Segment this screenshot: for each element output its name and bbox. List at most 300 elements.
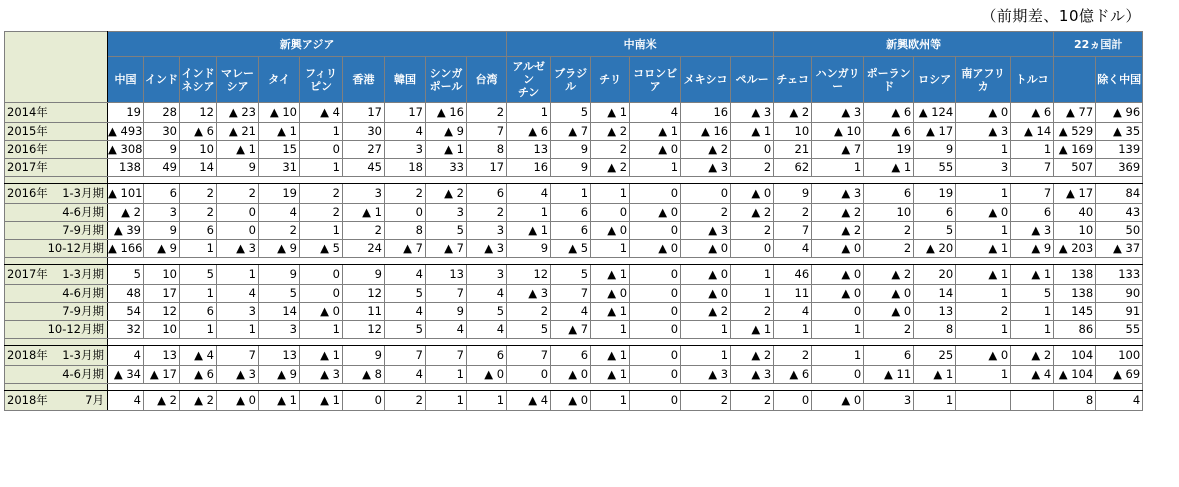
column-header: アルゼン チン <box>507 57 551 103</box>
table-cell: 2 <box>956 303 1011 321</box>
table-cell: 0 <box>591 204 630 222</box>
table-row <box>5 123 1143 141</box>
table-cell: 12 <box>507 265 551 285</box>
table-cell: ▲ 7 <box>551 321 591 339</box>
table-cell: ▲ 1 <box>914 366 956 384</box>
table-cell: 8 <box>467 141 507 159</box>
table-cell: 0 <box>731 141 774 159</box>
table-cell: ▲ 39 <box>108 222 144 240</box>
capital-flow-table <box>4 31 1143 411</box>
table-cell: ▲ 3 <box>217 240 259 258</box>
column-header: ポーランド <box>864 57 914 103</box>
table-cell: 13 <box>259 346 300 366</box>
table-cell: 84 <box>1096 184 1143 204</box>
table-cell: 5 <box>551 265 591 285</box>
table-cell: 1 <box>300 222 343 240</box>
table-cell: ▲ 1 <box>259 123 300 141</box>
table-cell: 4 <box>108 391 144 411</box>
table-cell: 3 <box>467 265 507 285</box>
table-cell: ▲ 3 <box>681 159 731 177</box>
table-cell: ▲ 169 <box>1054 141 1096 159</box>
table-cell: 15 <box>259 141 300 159</box>
table-cell: 5 <box>467 303 507 321</box>
column-header: トルコ <box>1011 57 1054 103</box>
table-cell: ▲ 3 <box>956 123 1011 141</box>
table-cell: ▲ 2 <box>681 141 731 159</box>
table-cell: 2 <box>731 303 774 321</box>
table-cell: 4 <box>385 366 426 384</box>
table-cell: 5 <box>914 222 956 240</box>
column-header: 台湾 <box>467 57 507 103</box>
table-cell: 1 <box>812 321 864 339</box>
table-cell: 11 <box>343 303 385 321</box>
table-cell: 0 <box>681 184 731 204</box>
table-cell: ▲ 1 <box>731 123 774 141</box>
table-cell: 138 <box>1054 285 1096 303</box>
table-cell: ▲ 6 <box>1011 103 1054 123</box>
column-header: メキシコ <box>681 57 731 103</box>
table-cell: 10 <box>1054 222 1096 240</box>
row-year: 2016年 <box>7 186 48 200</box>
table-cell: 4 <box>108 346 144 366</box>
row-period: 4-6月期 <box>62 286 104 300</box>
table-cell: 6 <box>551 346 591 366</box>
table-cell: 1 <box>507 103 551 123</box>
table-cell: ▲ 7 <box>551 123 591 141</box>
row-year: 2016年 <box>7 142 48 156</box>
table-cell: 1 <box>467 391 507 411</box>
table-cell: ▲ 37 <box>1096 240 1143 258</box>
row-year: 2014年 <box>7 105 48 119</box>
table-cell: ▲ 10 <box>259 103 300 123</box>
table-cell: 0 <box>630 366 681 384</box>
table-cell: 104 <box>1054 346 1096 366</box>
table-cell: 2 <box>681 204 731 222</box>
table-cell: 2 <box>507 303 551 321</box>
table-cell: 9 <box>507 240 551 258</box>
table-cell: 90 <box>1096 285 1143 303</box>
table-cell: ▲ 1 <box>426 141 467 159</box>
table-cell: 19 <box>259 184 300 204</box>
table-cell: ▲ 1 <box>591 303 630 321</box>
table-cell: 3 <box>426 204 467 222</box>
table-cell: 21 <box>774 141 812 159</box>
unit-note-bar <box>0 0 1179 30</box>
table-cell: ▲ 0 <box>681 285 731 303</box>
table-cell: ▲ 0 <box>630 204 681 222</box>
table-cell: 2 <box>731 222 774 240</box>
table-cell: ▲ 3 <box>681 222 731 240</box>
table-cell: ▲ 9 <box>259 240 300 258</box>
table-cell: 5 <box>426 222 467 240</box>
table-cell: ▲ 1 <box>591 346 630 366</box>
table-cell: 19 <box>914 184 956 204</box>
table-cell: 2 <box>864 240 914 258</box>
table-cell: ▲ 7 <box>812 141 864 159</box>
table-cell: 3 <box>467 222 507 240</box>
table-cell: ▲ 17 <box>1054 184 1096 204</box>
table-cell: 10 <box>864 204 914 222</box>
column-header: 香港 <box>343 57 385 103</box>
table-cell: 6 <box>914 204 956 222</box>
table-cell: 17 <box>385 103 426 123</box>
table-cell: 6 <box>467 346 507 366</box>
table-cell: ▲ 1 <box>259 391 300 411</box>
table-cell: ▲ 1 <box>300 391 343 411</box>
table-cell: 27 <box>343 141 385 159</box>
table-cell: ▲ 0 <box>864 285 914 303</box>
table-cell: ▲ 3 <box>681 366 731 384</box>
row-label <box>5 265 108 285</box>
table-cell: 2 <box>681 391 731 411</box>
unit-note: （前期差、10億ドル） <box>981 7 1141 25</box>
table-cell: 2 <box>300 204 343 222</box>
table-cell: ▲ 0 <box>812 285 864 303</box>
table-cell: 5 <box>1011 285 1054 303</box>
section-divider <box>5 177 1143 184</box>
table-cell: 0 <box>630 265 681 285</box>
table-cell: ▲ 3 <box>300 366 343 384</box>
table-cell: ▲ 16 <box>681 123 731 141</box>
table-cell: 4 <box>467 321 507 339</box>
table-row <box>5 265 1143 285</box>
table-cell: ▲ 0 <box>812 391 864 411</box>
column-header: タイ <box>259 57 300 103</box>
section-divider <box>5 384 1143 391</box>
table-cell: ▲ 9 <box>144 240 180 258</box>
row-label <box>5 103 108 123</box>
table-cell: 55 <box>914 159 956 177</box>
table-cell: ▲ 9 <box>1011 240 1054 258</box>
table-row <box>5 391 1143 411</box>
table-cell: 1 <box>681 346 731 366</box>
table-cell: 11 <box>774 285 812 303</box>
table-cell: ▲ 96 <box>1096 103 1143 123</box>
column-header: チリ <box>591 57 630 103</box>
table-cell: 1 <box>591 391 630 411</box>
table-row <box>5 303 1143 321</box>
table-cell: 4 <box>507 184 551 204</box>
row-year: 2015年 <box>7 124 48 138</box>
table-cell: ▲ 1 <box>630 123 681 141</box>
table-cell: ▲ 0 <box>956 346 1011 366</box>
table-cell: 3 <box>259 321 300 339</box>
table-cell: 1 <box>591 240 630 258</box>
table-cell: 16 <box>681 103 731 123</box>
row-period: 1-3月期 <box>62 186 104 200</box>
table-cell: 0 <box>300 265 343 285</box>
table-cell: 5 <box>180 265 217 285</box>
table-cell: 0 <box>630 346 681 366</box>
table-cell: ▲ 308 <box>108 141 144 159</box>
column-header: マレー シア <box>217 57 259 103</box>
table-cell: ▲ 2 <box>774 103 812 123</box>
table-cell: 19 <box>108 103 144 123</box>
table-cell: 138 <box>1054 265 1096 285</box>
table-cell: 4 <box>385 265 426 285</box>
table-cell: 91 <box>1096 303 1143 321</box>
table-cell: 54 <box>108 303 144 321</box>
table-cell: 3 <box>864 391 914 411</box>
table-cell: 45 <box>343 159 385 177</box>
table-cell: 28 <box>144 103 180 123</box>
table-cell: 4 <box>551 303 591 321</box>
table-cell: 5 <box>108 265 144 285</box>
table-cell: 2 <box>774 346 812 366</box>
table-row <box>5 103 1143 123</box>
table-cell: 1 <box>1011 321 1054 339</box>
table-cell: 86 <box>1054 321 1096 339</box>
table-cell: 6 <box>864 346 914 366</box>
row-period: 1-3月期 <box>62 267 104 281</box>
table-cell: 0 <box>630 222 681 240</box>
column-header: インド <box>144 57 180 103</box>
table-cell: ▲ 2 <box>1011 346 1054 366</box>
table-cell: 9 <box>144 141 180 159</box>
row-label <box>5 141 108 159</box>
table-cell: ▲ 0 <box>551 391 591 411</box>
table-cell: 5 <box>259 285 300 303</box>
table-cell: 1 <box>180 240 217 258</box>
row-period: 10-12月期 <box>47 241 104 255</box>
table-cell: ▲ 7 <box>426 240 467 258</box>
row-period: 7-9月期 <box>62 304 104 318</box>
table-cell: ▲ 1 <box>591 265 630 285</box>
table-cell: ▲ 3 <box>217 366 259 384</box>
table-cell: ▲ 0 <box>812 265 864 285</box>
table-cell: 2 <box>731 391 774 411</box>
table-cell <box>956 391 1011 411</box>
table-cell: 0 <box>774 391 812 411</box>
table-cell: ▲ 1 <box>1011 265 1054 285</box>
table-cell: 1 <box>217 265 259 285</box>
table-cell: 1 <box>551 184 591 204</box>
table-cell: ▲ 1 <box>507 222 551 240</box>
table-cell: 2 <box>467 103 507 123</box>
row-year: 2018年 <box>7 393 48 407</box>
table-cell: ▲ 6 <box>180 123 217 141</box>
table-cell: 18 <box>385 159 426 177</box>
table-cell: 4 <box>774 240 812 258</box>
column-header: 韓国 <box>385 57 426 103</box>
table-cell: 62 <box>774 159 812 177</box>
table-cell: 1 <box>812 346 864 366</box>
table-cell: ▲ 3 <box>467 240 507 258</box>
table-cell: 17 <box>343 103 385 123</box>
table-cell: 32 <box>108 321 144 339</box>
table-cell: 0 <box>343 391 385 411</box>
table-cell: 7 <box>426 346 467 366</box>
column-header: ペルー <box>731 57 774 103</box>
table-cell: 13 <box>144 346 180 366</box>
table-cell: 0 <box>630 391 681 411</box>
table-cell: ▲ 0 <box>864 303 914 321</box>
table-cell: 1 <box>300 321 343 339</box>
table-cell: ▲ 0 <box>731 184 774 204</box>
column-header: インド ネシア <box>180 57 217 103</box>
table-row <box>5 184 1143 204</box>
column-header: ハンガリー <box>812 57 864 103</box>
table-cell: 2 <box>180 204 217 222</box>
table-cell: 55 <box>1096 321 1143 339</box>
table-cell: ▲ 2 <box>812 222 864 240</box>
table-cell: 100 <box>1096 346 1143 366</box>
table-cell: 16 <box>507 159 551 177</box>
table-cell: 6 <box>144 184 180 204</box>
table-cell: ▲ 493 <box>108 123 144 141</box>
table-cell: ▲ 3 <box>1011 222 1054 240</box>
table-cell: 0 <box>630 303 681 321</box>
table-cell: 7 <box>217 346 259 366</box>
table-cell: ▲ 203 <box>1054 240 1096 258</box>
table-cell: 369 <box>1096 159 1143 177</box>
table-cell: ▲ 4 <box>1011 366 1054 384</box>
table-cell: 0 <box>385 204 426 222</box>
column-header: 南アフリカ <box>956 57 1011 103</box>
table-cell: ▲ 9 <box>259 366 300 384</box>
table-cell: 9 <box>551 159 591 177</box>
table-cell: 5 <box>385 285 426 303</box>
table-cell: ▲ 9 <box>426 123 467 141</box>
table-row <box>5 159 1143 177</box>
row-period: 1-3月期 <box>62 348 104 362</box>
table-cell: 30 <box>144 123 180 141</box>
table-cell: ▲ 101 <box>108 184 144 204</box>
table-cell: ▲ 2 <box>731 346 774 366</box>
table-cell: ▲ 5 <box>300 240 343 258</box>
table-cell: 10 <box>774 123 812 141</box>
table-cell: 4 <box>217 285 259 303</box>
table-cell: ▲ 1 <box>217 141 259 159</box>
table-cell: 31 <box>259 159 300 177</box>
table-cell: ▲ 4 <box>180 346 217 366</box>
table-cell: ▲ 34 <box>108 366 144 384</box>
table-cell: 2 <box>591 141 630 159</box>
row-label <box>5 159 108 177</box>
table-cell: 139 <box>1096 141 1143 159</box>
row-label <box>5 366 108 384</box>
table-cell: 1 <box>300 123 343 141</box>
row-label <box>5 346 108 366</box>
table-cell: 12 <box>343 285 385 303</box>
table-cell: 49 <box>144 159 180 177</box>
table-cell: 7 <box>551 285 591 303</box>
table-cell: 30 <box>343 123 385 141</box>
table-cell: 2 <box>385 391 426 411</box>
table-cell: 2 <box>180 184 217 204</box>
table-cell: 6 <box>551 204 591 222</box>
table-cell: 20 <box>914 265 956 285</box>
table-cell: ▲ 529 <box>1054 123 1096 141</box>
table-cell: 4 <box>385 303 426 321</box>
table-cell: ▲ 2 <box>180 391 217 411</box>
table-cell: 1 <box>774 321 812 339</box>
row-label <box>5 240 108 258</box>
table-cell: 10 <box>144 265 180 285</box>
table-cell: ▲ 0 <box>956 204 1011 222</box>
table-cell: 2 <box>864 222 914 240</box>
table-row <box>5 285 1143 303</box>
table-cell: 1 <box>956 321 1011 339</box>
table-cell: 1 <box>217 321 259 339</box>
table-cell: 13 <box>426 265 467 285</box>
table-cell: ▲ 2 <box>108 204 144 222</box>
table-cell: 0 <box>630 285 681 303</box>
table-cell: 0 <box>812 303 864 321</box>
table-cell: 1 <box>956 141 1011 159</box>
table-cell: ▲ 17 <box>914 123 956 141</box>
table-corner <box>5 32 108 103</box>
row-label <box>5 321 108 339</box>
table-cell: ▲ 6 <box>864 123 914 141</box>
table-cell: ▲ 2 <box>426 184 467 204</box>
table-cell: 0 <box>217 222 259 240</box>
table-cell: 5 <box>507 321 551 339</box>
table-cell: ▲ 3 <box>812 103 864 123</box>
table-cell: 4 <box>1096 391 1143 411</box>
table-cell: 43 <box>1096 204 1143 222</box>
table-cell: 1 <box>731 285 774 303</box>
table-cell: 0 <box>812 366 864 384</box>
table-cell: 8 <box>1054 391 1096 411</box>
table-cell: 0 <box>507 366 551 384</box>
table-cell: 9 <box>774 184 812 204</box>
table-cell: 6 <box>864 184 914 204</box>
table-cell: ▲ 3 <box>731 103 774 123</box>
table-row <box>5 141 1143 159</box>
table-cell: 2 <box>300 184 343 204</box>
table-cell: ▲ 3 <box>812 184 864 204</box>
table-cell: 2 <box>259 222 300 240</box>
table-cell: 3 <box>343 184 385 204</box>
table-cell: 13 <box>914 303 956 321</box>
table-cell: ▲ 7 <box>385 240 426 258</box>
row-period: 4-6月期 <box>62 367 104 381</box>
table-cell: 2 <box>343 222 385 240</box>
row-year: 2018年 <box>7 348 48 362</box>
table-cell: 1 <box>956 222 1011 240</box>
table-cell: 3 <box>144 204 180 222</box>
table-cell: ▲ 0 <box>956 103 1011 123</box>
table-cell: 8 <box>914 321 956 339</box>
table-cell: 3 <box>217 303 259 321</box>
table-cell: 7 <box>774 222 812 240</box>
column-header: 除く中国 <box>1096 57 1143 103</box>
row-year: 2017年 <box>7 267 48 281</box>
row-label <box>5 184 108 204</box>
table-cell: 1 <box>1011 303 1054 321</box>
table-cell: ▲ 1 <box>300 346 343 366</box>
table-cell: ▲ 166 <box>108 240 144 258</box>
table-cell: ▲ 1 <box>956 265 1011 285</box>
table-cell: ▲ 10 <box>812 123 864 141</box>
table-cell: 6 <box>467 184 507 204</box>
group-header-europe: 新興欧州等 <box>774 32 1054 57</box>
table-cell: ▲ 6 <box>864 103 914 123</box>
table-cell: 1 <box>591 321 630 339</box>
table-cell: ▲ 104 <box>1054 366 1096 384</box>
group-header-latam: 中南米 <box>507 32 774 57</box>
table-cell: 2 <box>385 184 426 204</box>
row-period: 7月 <box>85 393 104 407</box>
row-label <box>5 204 108 222</box>
table-cell: 7 <box>1011 159 1054 177</box>
group-header-asia: 新興アジア <box>108 32 507 57</box>
table-cell: 9 <box>217 159 259 177</box>
table-cell: ▲ 124 <box>914 103 956 123</box>
table-cell: ▲ 1 <box>864 159 914 177</box>
table-cell: 17 <box>467 159 507 177</box>
